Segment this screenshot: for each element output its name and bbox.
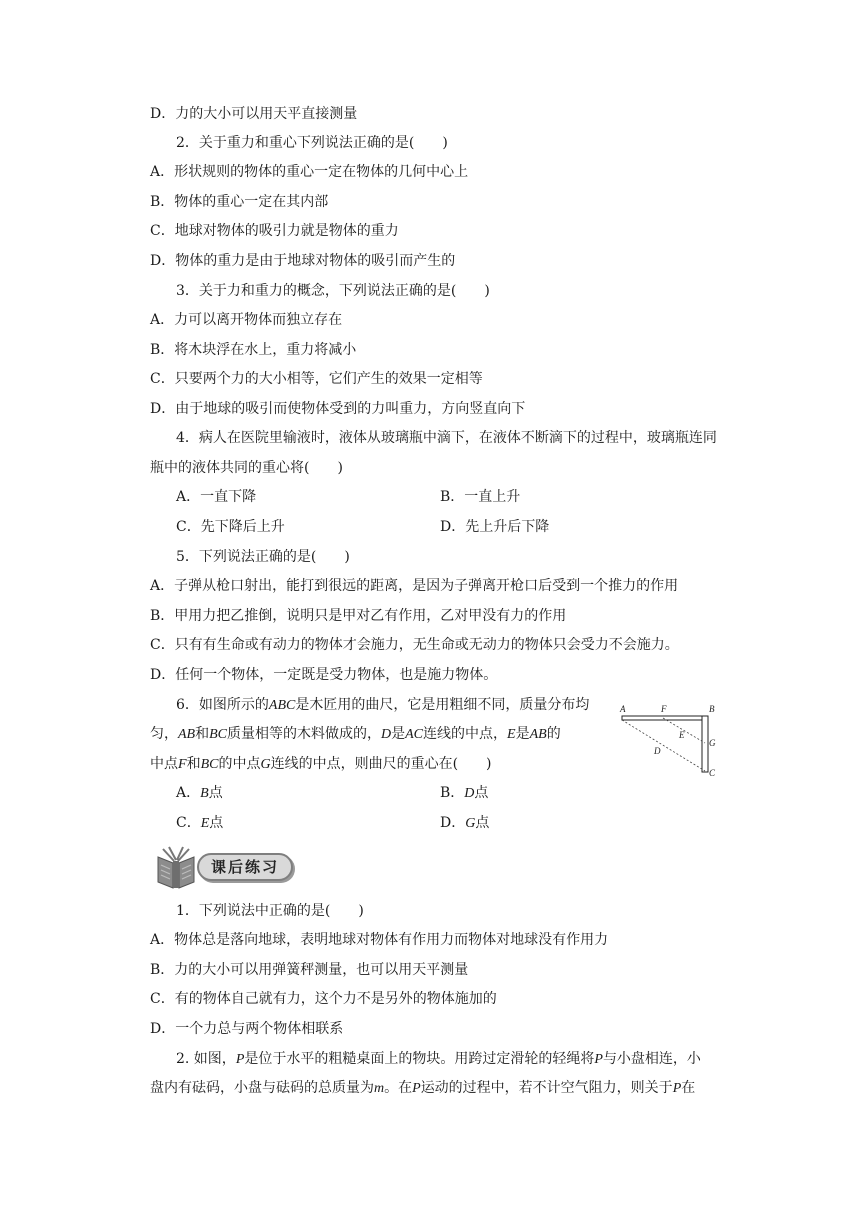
- ex2-var: P: [672, 1081, 682, 1096]
- q4-options-row2: [176, 518, 550, 536]
- q6-var: BC: [200, 757, 219, 772]
- q6-text: 是木匠用的曲尺，它是用粗细不同，质量分布均: [295, 697, 590, 713]
- q5-option-a: A．子弹从枪口射出，能打到很远的距离，是因为子弹离开枪口后受到一个推力的作用: [150, 578, 679, 594]
- label-d: D: [654, 746, 661, 756]
- label-e: E: [679, 730, 685, 740]
- q6-options-row1: [176, 784, 489, 803]
- q2-stem: 2．关于重力和重心下列说法正确的是( ): [176, 135, 448, 151]
- ex1-option-c: C．有的物体自己就有力，这个力不是另外的物体施加的: [150, 991, 497, 1007]
- ex2-var: m: [374, 1081, 385, 1096]
- q6-text: 中点: [150, 756, 178, 772]
- section-banner: [155, 845, 300, 890]
- q6-option-b-suffix: 点: [474, 785, 489, 801]
- q5-option-c: C．只有有生命或有动力的物体才会施力，无生命或无动力的物体只会受力不会施力。: [150, 637, 679, 653]
- q6-var: ABC: [268, 698, 296, 713]
- q6-option-b-prefix: B．: [440, 785, 465, 801]
- q5-stem: 5．下列说法正确的是( ): [176, 549, 350, 565]
- ex2-var: P: [412, 1081, 421, 1096]
- q4-options-row1: [176, 488, 521, 506]
- q6-option-d-var: G: [465, 816, 476, 831]
- q4-option-c: C．先下降后上升: [176, 519, 285, 535]
- label-c: C: [709, 768, 716, 778]
- ex2-stem-line1: [176, 1050, 701, 1069]
- q6-text: 的中点: [218, 756, 261, 772]
- q6-var: G: [260, 757, 271, 772]
- q6-option-a: [176, 785, 223, 801]
- label-f: F: [661, 704, 667, 714]
- q6-stem-line3: [150, 755, 492, 774]
- q4-stem-line2: 瓶中的液体共同的重心将( ): [150, 460, 343, 476]
- q6-var: F: [178, 757, 187, 772]
- ex1-option-d: D．一个力总与两个物体相联系: [150, 1021, 344, 1037]
- ex1-option-b: B．力的大小可以用弹簧秤测量，也可以用天平测量: [150, 962, 469, 978]
- q6-var: E: [507, 727, 516, 742]
- q6-stem-line1: [176, 696, 589, 715]
- q6-option-c: [176, 815, 223, 831]
- q6-text: 匀，: [150, 726, 178, 742]
- q6-text: 和: [195, 726, 210, 742]
- q6-option-b-var: D: [464, 786, 475, 801]
- q6-option-d: [440, 814, 489, 833]
- q6-stem-line2: [150, 725, 561, 744]
- ex1-stem: 1．下列说法中正确的是( ): [176, 903, 364, 919]
- ex1-option-a: A．物体总是落向地球，表明地球对物体有作用力而物体对地球没有作用力: [150, 932, 609, 948]
- q6-text: 质量相等的木料做成的，: [227, 726, 381, 742]
- q2-option-b: B．物体的重心一定在其内部: [150, 194, 329, 210]
- ex2-text: 在: [681, 1080, 696, 1096]
- q6-var: AC: [405, 727, 424, 742]
- q1-option-d: D．力的大小可以用天平直接测量: [150, 106, 358, 122]
- ex2-var: P: [594, 1052, 603, 1067]
- book-icon: [155, 845, 197, 890]
- q3-stem: 3．关于力和重力的概念，下列说法正确的是( ): [176, 283, 490, 299]
- ex2-text: 。在: [384, 1080, 413, 1096]
- q6-text: 6．如图所示的: [176, 697, 269, 713]
- label-g: G: [709, 738, 716, 748]
- q6-text: 连线的中点，则曲尺的重心在( ): [270, 756, 492, 772]
- ac-dashed-line: [622, 720, 705, 771]
- q6-option-d-prefix: D．: [440, 815, 466, 831]
- q6-option-d-suffix: 点: [475, 815, 490, 831]
- q4-option-d: D．先上升后下降: [440, 519, 550, 535]
- ex2-text: 是位于水平的粗糙桌面上的物块。用跨过定滑轮的轻绳将: [244, 1051, 595, 1067]
- q6-option-a-suffix: 点: [208, 785, 223, 801]
- ex2-text: 与小盘相连，小: [602, 1051, 701, 1067]
- q2-option-a: A．形状规则的物体的重心一定在物体的几何中心上: [150, 164, 469, 180]
- q6-option-a-var: B: [200, 786, 209, 801]
- q2-option-d: D．物体的重力是由于地球对物体的吸引而产生的: [150, 253, 456, 269]
- q6-option-c-prefix: C．: [176, 815, 201, 831]
- q5-option-d: D．任何一个物体，一定既是受力物体，也是施力物体。: [150, 667, 498, 683]
- q4-option-a: A．一直下降: [176, 489, 257, 505]
- ex2-text: 2. 如图，: [176, 1051, 236, 1067]
- q3-option-b: B．将木块浮在水上，重力将减小: [150, 342, 357, 358]
- bc-arm: [702, 716, 708, 772]
- ex2-text: 运动的过程中，若不计空气阻力，则关于: [420, 1080, 673, 1096]
- q2-option-c: C．地球对物体的吸引力就是物体的重力: [150, 223, 399, 239]
- q3-option-a: A．力可以离开物体而独立存在: [150, 312, 343, 328]
- q6-option-a-prefix: A．: [176, 785, 201, 801]
- ex2-var: P: [235, 1052, 245, 1067]
- q6-text: 连线的中点，: [423, 726, 508, 742]
- q6-text: 的: [546, 726, 561, 742]
- carpenter-square-diagram: [618, 700, 728, 778]
- q5-option-b: B．甲用力把乙推倒，说明只是甲对乙有作用，乙对甲没有力的作用: [150, 608, 567, 624]
- q6-var: BC: [209, 727, 227, 742]
- ex2-stem-line2: [150, 1079, 695, 1098]
- q6-text: 是: [515, 726, 530, 742]
- q3-option-c: C．只要两个力的大小相等，它们产生的效果一定相等: [150, 371, 483, 387]
- q6-option-c-suffix: 点: [209, 815, 224, 831]
- q3-option-d: D．由于地球的吸引而使物体受到的力叫重力，方向竖直向下: [150, 401, 526, 417]
- q6-option-b: [440, 784, 488, 803]
- label-b: B: [709, 704, 715, 714]
- q6-text: 和: [186, 756, 201, 772]
- q4-option-b: B．一直上升: [440, 489, 521, 505]
- label-a: A: [620, 704, 626, 714]
- q6-var: D: [381, 727, 392, 742]
- q6-var: AB: [529, 727, 547, 742]
- q6-options-row2: [176, 814, 490, 833]
- ab-arm: [622, 716, 708, 720]
- q4-stem-line1: 4．病人在医院里输液时，液体从玻璃瓶中滴下，在液体不断滴下的过程中，玻璃瓶连同: [176, 430, 717, 446]
- q6-text: 是: [391, 726, 406, 742]
- q6-var: AB: [178, 727, 196, 742]
- q6-option-c-var: E: [200, 816, 210, 831]
- ex2-text: 盘内有砝码，小盘与砝码的总质量为: [150, 1080, 374, 1096]
- section-title: 课后练习: [197, 853, 293, 881]
